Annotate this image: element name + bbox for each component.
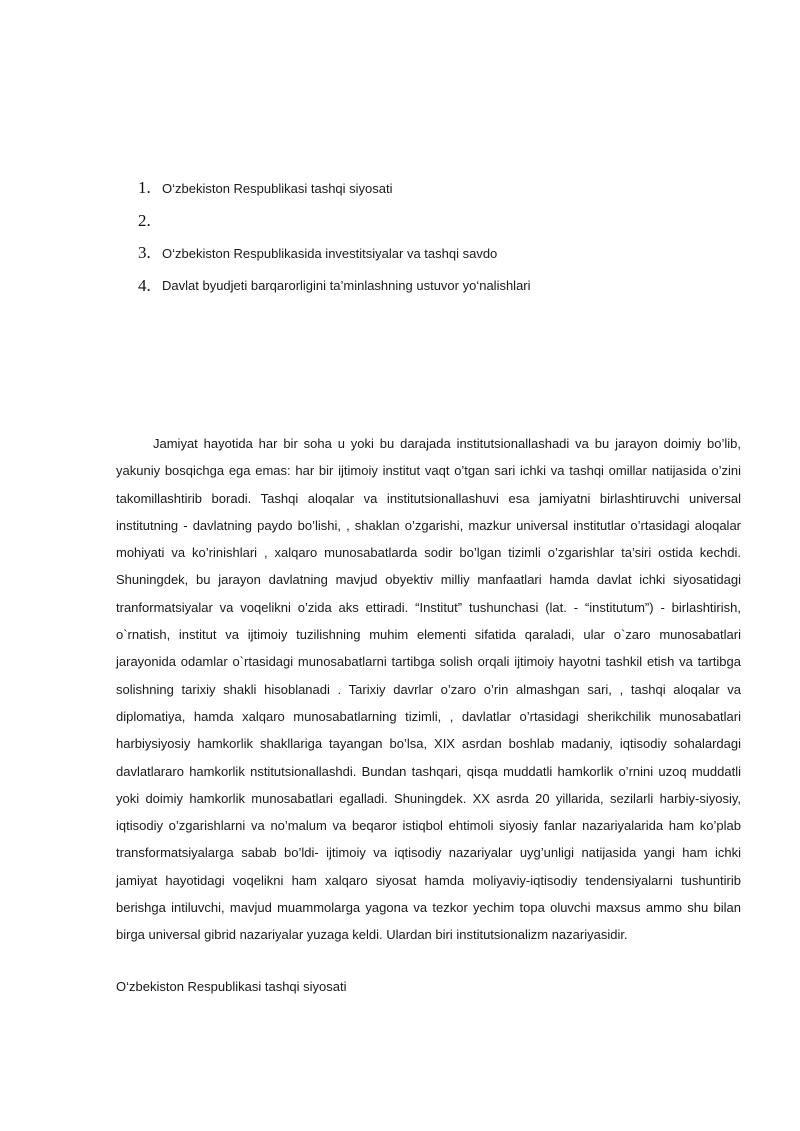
toc-item-number: 4. [138, 275, 151, 295]
toc-item [138, 205, 738, 238]
toc-item-text: O‘zbekiston Respublikasida investitsiyalar va tashqi savdo [162, 245, 498, 261]
toc-item-number: 2. [138, 210, 151, 230]
toc-item-number: 1. [138, 178, 151, 198]
toc-item-number: 3. [138, 243, 151, 263]
toc-item [138, 270, 738, 303]
section-heading: O‘zbekiston Respublikasi tashqi siyosati [116, 979, 347, 994]
toc-item-text: O‘zbekiston Respublikasi tashqi siyosati [162, 180, 393, 196]
toc-item [138, 172, 738, 205]
table-of-contents [138, 172, 738, 302]
toc-item-text: Davlat byudjeti barqarorligini ta’minlashning ustuvor yo‘nalishlari [162, 278, 531, 294]
body-paragraph: Jamiyat hayotida har bir soha u yoki bu darajada institutsionallashadi va bu jarayon doimiy bo’lib, yakuniy bosqichga ega emas: har bir ijtimoiy institut vaqt o’tgan sari ichki va tashqi omillar natijasida o’zini takomillashtirib boradi. Tashqi aloqalar va institutsionallashuvi esa jamiyatni birlashtiruvchi universal institutning - davlatning paydo bo’lishi, , shaklan o’zgarishi, mazkur universal institutlar o’rtasidagi aloqalar mohiyati va ko’rinishlari , xalqaro munosabatlarda sodir bo’lgan tizimli o’zgarishlar ta’siri ostida kechdi. Shuningdek, bu jarayon davlatning mavjud obyektiv milliy manfaatlari hamda davlat ichki siyosatidagi tranformatsiyalar va voqelikni o’zida aks ettiradi. “Institut” tushunchasi (lat. - “institutum”) - birlashtirish, o`rnatish, institut va ijtimoiy tuzilishning muhim elementi sifatida qaraladi, ular o`zaro munosabatlari jarayonida odamlar o`rtasidagi munosabatlarni tartibga solish orqali ijtimoiy hayotni tashkil etish va tartibga solishning tarixiy shakli hisoblanadi . Tarixiy davrlar o’zaro o’rin almashgan sari, , tashqi aloqalar va diplomatiya, hamda xalqaro munosabatlarning tizimli, , davlatlar o’rtasidagi sherikchilik munosabatlari harbiysiyosiy hamkorlik shakllariga tayangan bo’lsa, XIX asrdan boshlab madaniy, iqtisodiy sohalardagi davlatlararo hamkorlik nstitutsionallashdi. Bundan tashqari, qisqa muddatli hamkorlik o’rnini uzoq muddatli yoki doimiy hamkorlik munosabatlari egalladi. Shuningdek. XX asrda 20 yillarida, sezilarli harbiy-siyosiy, iqtisodiy o’zgarishlarni va no’malum va beqaror istiqbol ehtimoli siyosiy fanlar nazariyalarida ham ko’plab transformatsiyalarga sabab bo’ldi- ijtimoiy va iqtisodiy nazariyalar uyg’unligi natijasida yangi ham ichki jamiyat hayotidagi voqelikni ham xalqaro siyosat hamda moliyaviy-iqtisodiy tendensiyalarni tushuntirib berishga intiluvchi, mavjud muammolarga yagona va tezkor yechim topa oluvchi maxsus ammo shu bilan birga universal gibrid nazariyalar yuzaga keldi. Ulardan biri institutsionalizm nazariyasidir. [116, 436, 741, 943]
toc-item [138, 237, 738, 270]
